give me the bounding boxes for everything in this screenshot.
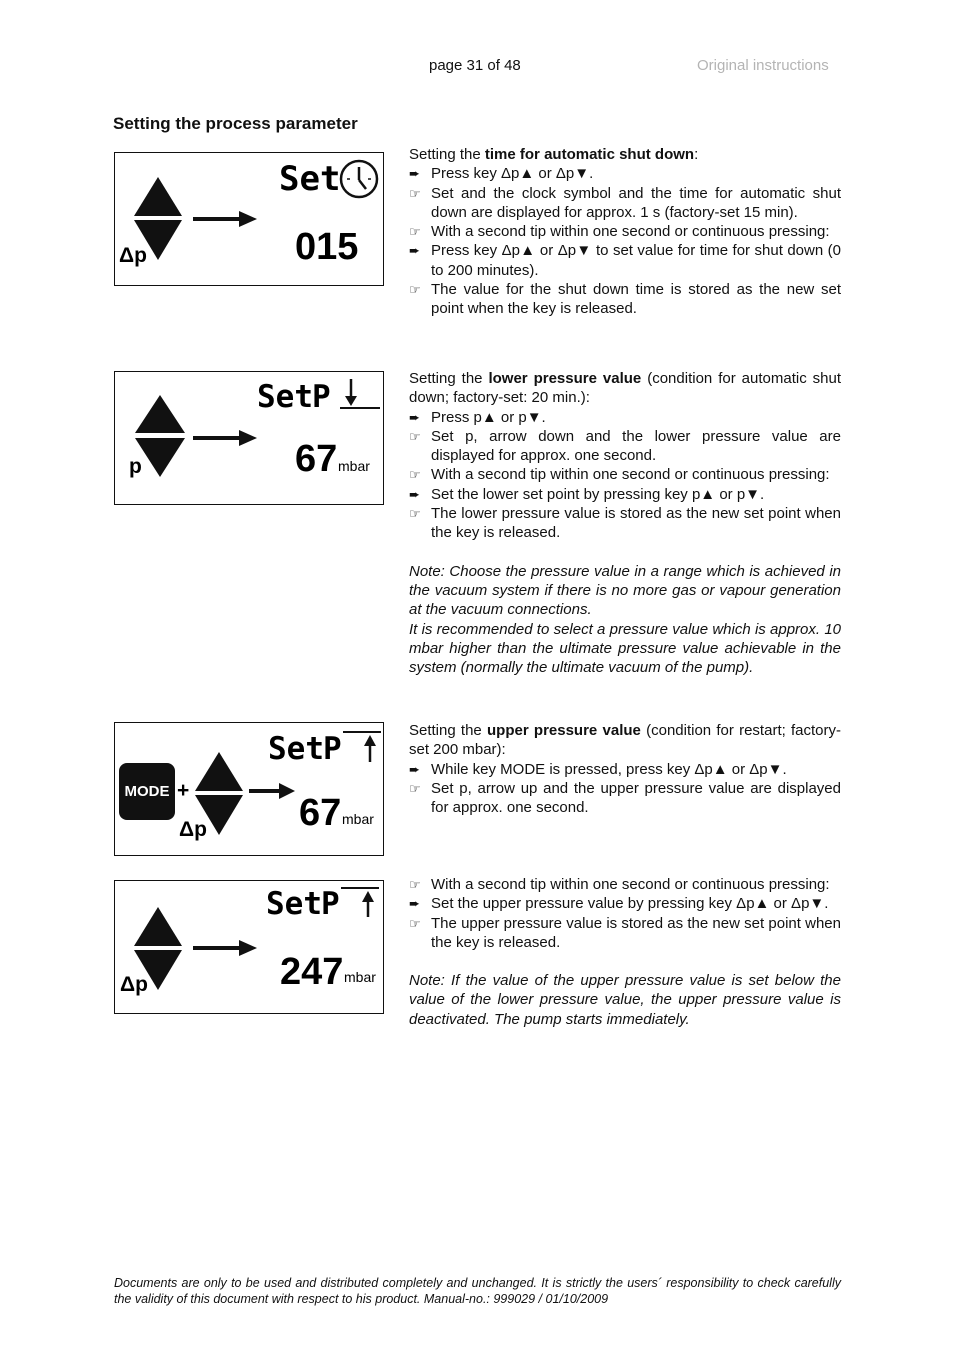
display-panel-upper-pressure: [114, 722, 384, 856]
action-icon: ➨: [409, 896, 420, 912]
key-label: Δp: [120, 973, 148, 996]
list-item: ☞ The value for the shut down time is stored as the new set point when the key is released.: [409, 281, 841, 318]
display-panel-shutdown-time: [114, 152, 384, 286]
display-value: 67: [295, 438, 338, 480]
list-item: ☞ Set p, arrow up and the upper pressure value are displayed for approx. one second.: [409, 779, 841, 817]
display-p-text: P: [321, 886, 340, 922]
list-item: ☞ The lower pressure value is stored as the new set point when the key is released.: [409, 505, 841, 542]
action-icon: ➨: [409, 486, 420, 502]
action-icon: ➨: [409, 409, 420, 425]
display-set-text: Set: [257, 379, 313, 415]
list-item: ☞ With a second tip within one second or continuous pressing:: [409, 466, 830, 484]
display-set-text: Set: [268, 731, 324, 767]
list-item: ➨ Press key Δp▲ or Δp▼ to set value for time for shut down (0 to 200 minutes).: [409, 242, 841, 279]
list-item: ➨ Press p▲ or p▼.: [409, 408, 546, 426]
arrow-right-icon: [193, 430, 257, 446]
result-icon: ☞: [409, 185, 421, 201]
list-item: ➨ Set the upper pressure value by pressing key Δp▲ or Δp▼.: [409, 895, 829, 913]
action-icon: ➨: [409, 243, 420, 259]
result-icon: ☞: [409, 877, 421, 892]
document-label: Original instructions: [697, 57, 829, 74]
up-down-key-icon: [135, 395, 185, 477]
key-label: Δp: [179, 818, 207, 841]
section-title: Setting the process parameter: [113, 114, 358, 133]
display-p-text: P: [323, 731, 342, 767]
display-set-text: Set: [279, 159, 341, 199]
result-icon: ☞: [409, 915, 421, 931]
arrow-right-icon: [249, 783, 295, 799]
action-icon: ➨: [409, 761, 420, 777]
list-item: ☞ Set p, arrow down and the lower pressure value are displayed for approx. one second.: [409, 427, 841, 465]
display-unit: mbar: [344, 969, 376, 985]
list-item: ➨ While key MODE is pressed, press key Δp▲ or Δp▼.: [409, 760, 787, 778]
display-panel-upper-pressure-set: [114, 880, 384, 1014]
mode-key-icon: [119, 763, 175, 820]
instructions-shutdown-time: [409, 145, 841, 319]
list-item: ☞ With a second tip within one second or continuous pressing:: [409, 876, 830, 893]
display-unit: mbar: [338, 458, 370, 474]
arrow-down-icon: [340, 379, 380, 408]
plus-sign: +: [177, 779, 190, 802]
block-intro: Setting the upper pressure value (condition for restart; factory-set 200 mbar):: [409, 722, 842, 759]
instructions-upper-pressure: [409, 721, 841, 817]
result-icon: ☞: [409, 282, 421, 298]
list-item: ➨ Set the lower set point by pressing key p▲ or p▼.: [409, 485, 765, 503]
list-item: ☞ Set and the clock symbol and the time for automatic shut down are displayed for approx. 1 s (factory-set 15 min).: [409, 184, 841, 221]
display-value: 247: [280, 951, 344, 993]
action-icon: ➨: [409, 166, 420, 182]
arrow-up-icon: [341, 888, 379, 917]
result-icon: ☞: [409, 428, 421, 444]
display-value: 67: [299, 792, 342, 834]
list-item: ☞ With a second tip within one second or continuous pressing:: [409, 223, 830, 241]
result-icon: ☞: [409, 467, 421, 483]
result-icon: ☞: [409, 224, 421, 240]
instructions-upper-pressure-set: [409, 875, 841, 1029]
display-p-text: P: [312, 379, 331, 415]
note-text: Note: Choose the pressure value in a range which is achieved in the vacuum system if there is no more gas or vapour generation at the vacuum connections.: [409, 562, 841, 619]
svg-text:MODE: MODE: [124, 783, 170, 800]
result-icon: ☞: [409, 780, 421, 796]
arrow-up-icon: [343, 732, 381, 762]
clock-icon: [341, 161, 377, 197]
display-unit: mbar: [342, 811, 374, 827]
key-label: Δp: [119, 244, 147, 267]
block-intro: Setting the time for automatic shut down:: [409, 146, 699, 163]
note-text: It is recommended to select a pressure value which is approx. 10 mbar higher than the ultimate pressure value achievable in the system (normally the ultimate vacuum of the pump).: [409, 620, 841, 677]
arrow-right-icon: [193, 211, 257, 227]
key-label: p: [129, 455, 142, 478]
block-intro: Setting the lower pressure value (condition for automatic shut down; factory-set: 20 min.):: [409, 370, 841, 407]
arrow-right-icon: [193, 940, 257, 956]
display-value: 015: [295, 226, 359, 268]
list-item: ➨ Press key Δp▲ or Δp▼.: [409, 165, 594, 183]
instructions-lower-pressure: [409, 369, 841, 677]
list-item: ☞ The upper pressure value is stored as the new set point when the key is released.: [409, 914, 841, 951]
page-number: page 31 of 48: [429, 57, 521, 74]
note-text: Note: If the value of the upper pressure value is set below the value of the lower pressure value, the upper pressure value is deactivated. The pump starts immediately.: [409, 972, 841, 1028]
result-icon: ☞: [409, 506, 421, 522]
display-set-text: Set: [266, 886, 322, 922]
footer-disclaimer: Documents are only to be used and distributed completely and unchanged. It is strictly the users´ responsibility to check carefully the validity of this document with respect to his product. Manual-no.: 999029 / 01/10/2009: [114, 1276, 841, 1306]
display-panel-lower-pressure: [114, 371, 384, 505]
